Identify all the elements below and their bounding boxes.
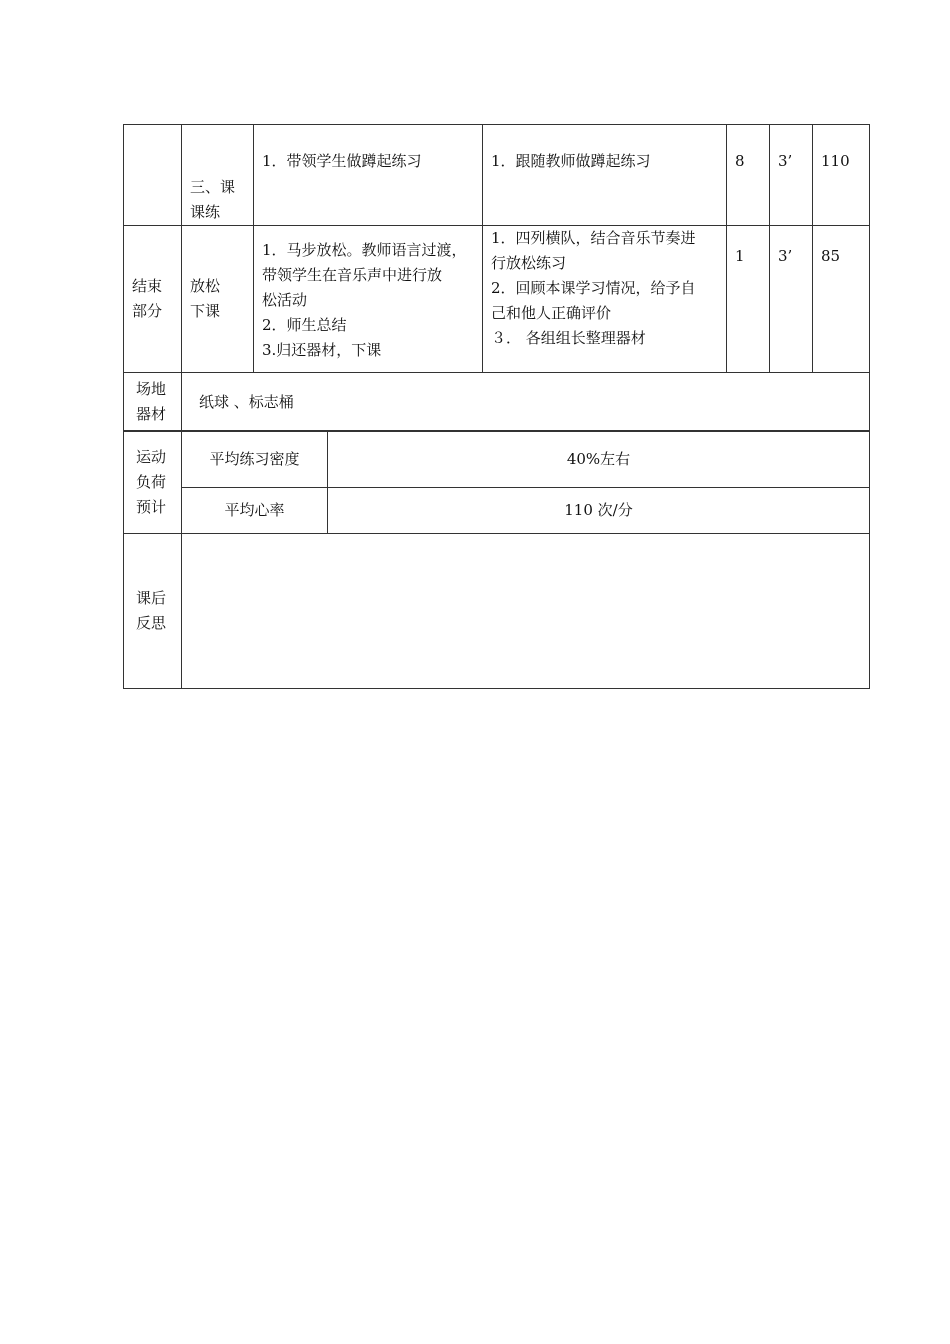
teacher-line: 带领学生在音乐声中进行放	[262, 266, 443, 284]
teacher-activity-cell	[254, 226, 483, 373]
teacher-line: 3.归还器材，下课	[262, 341, 382, 359]
content-cell	[182, 226, 254, 373]
content-cell	[182, 125, 254, 226]
density-row	[124, 431, 870, 488]
count-value: 1	[735, 247, 745, 265]
heart-rate-row	[124, 488, 870, 534]
label-line: 课后	[136, 589, 167, 607]
teacher-line: 松活动	[262, 291, 308, 309]
heart-value-cell: 110 次/分	[328, 488, 870, 534]
teacher-line: 2．师生总结	[262, 316, 347, 334]
practice-row	[124, 125, 870, 226]
heart-rate-cell	[813, 125, 870, 226]
content-line: 放松	[190, 277, 221, 295]
student-line: ３． 各组组长整理器材	[491, 329, 646, 347]
lesson-plan-table	[123, 124, 870, 432]
student-activity-cell	[483, 226, 727, 373]
teacher-line: 1．带领学生做蹲起练习	[262, 152, 422, 170]
load-label-cell	[124, 431, 182, 534]
time-value: 3’	[778, 247, 793, 265]
time-value: 3’	[778, 152, 793, 170]
label-line: 器材	[136, 405, 167, 423]
student-activity-cell	[483, 125, 727, 226]
density-value-cell: 40%左右	[328, 431, 870, 488]
student-line: 1．跟随教师做蹲起练习	[491, 152, 651, 170]
label-line: 反思	[136, 614, 167, 632]
reflection-content-cell	[182, 534, 870, 689]
student-line: 2．回顾本课学习情况，给予自	[491, 279, 696, 297]
student-line: 己和他人正确评价	[491, 304, 612, 322]
reflection-label-cell	[124, 534, 182, 689]
student-line: 1．四列横队，结合音乐节奏进	[491, 229, 696, 247]
content-line: 课练	[190, 203, 221, 221]
equipment-row	[124, 373, 870, 432]
count-cell	[727, 226, 770, 373]
heart-label-cell: 平均心率	[182, 488, 328, 534]
section-cell	[124, 226, 182, 373]
label-line: 预计	[136, 497, 167, 516]
label-line: 场地	[136, 380, 167, 398]
label-line: 运动	[136, 447, 167, 466]
teacher-line: 1．马步放松。教师语言过渡，	[262, 241, 467, 259]
label-line: 负荷	[136, 472, 167, 491]
equipment-label-cell	[124, 373, 182, 432]
time-cell	[770, 125, 813, 226]
count-cell	[727, 125, 770, 226]
density-label-cell: 平均练习密度	[182, 431, 328, 488]
reflection-row	[124, 534, 870, 689]
heart-rate-cell	[813, 226, 870, 373]
content-line: 三、课	[190, 178, 236, 196]
count-value: 8	[735, 152, 745, 170]
time-cell	[770, 226, 813, 373]
section-cell	[124, 125, 182, 226]
ending-row	[124, 226, 870, 373]
heart-rate-value: 85	[821, 247, 841, 265]
teacher-activity-cell	[254, 125, 483, 226]
load-table	[123, 430, 870, 689]
section-line: 部分	[132, 302, 163, 320]
heart-rate-value: 110	[821, 152, 850, 170]
equipment-value: 纸球 、标志桶	[199, 392, 294, 411]
equipment-value-cell	[182, 373, 870, 432]
content-line: 下课	[190, 302, 221, 320]
student-line: 行放松练习	[491, 254, 567, 272]
section-line: 结束	[132, 277, 163, 295]
